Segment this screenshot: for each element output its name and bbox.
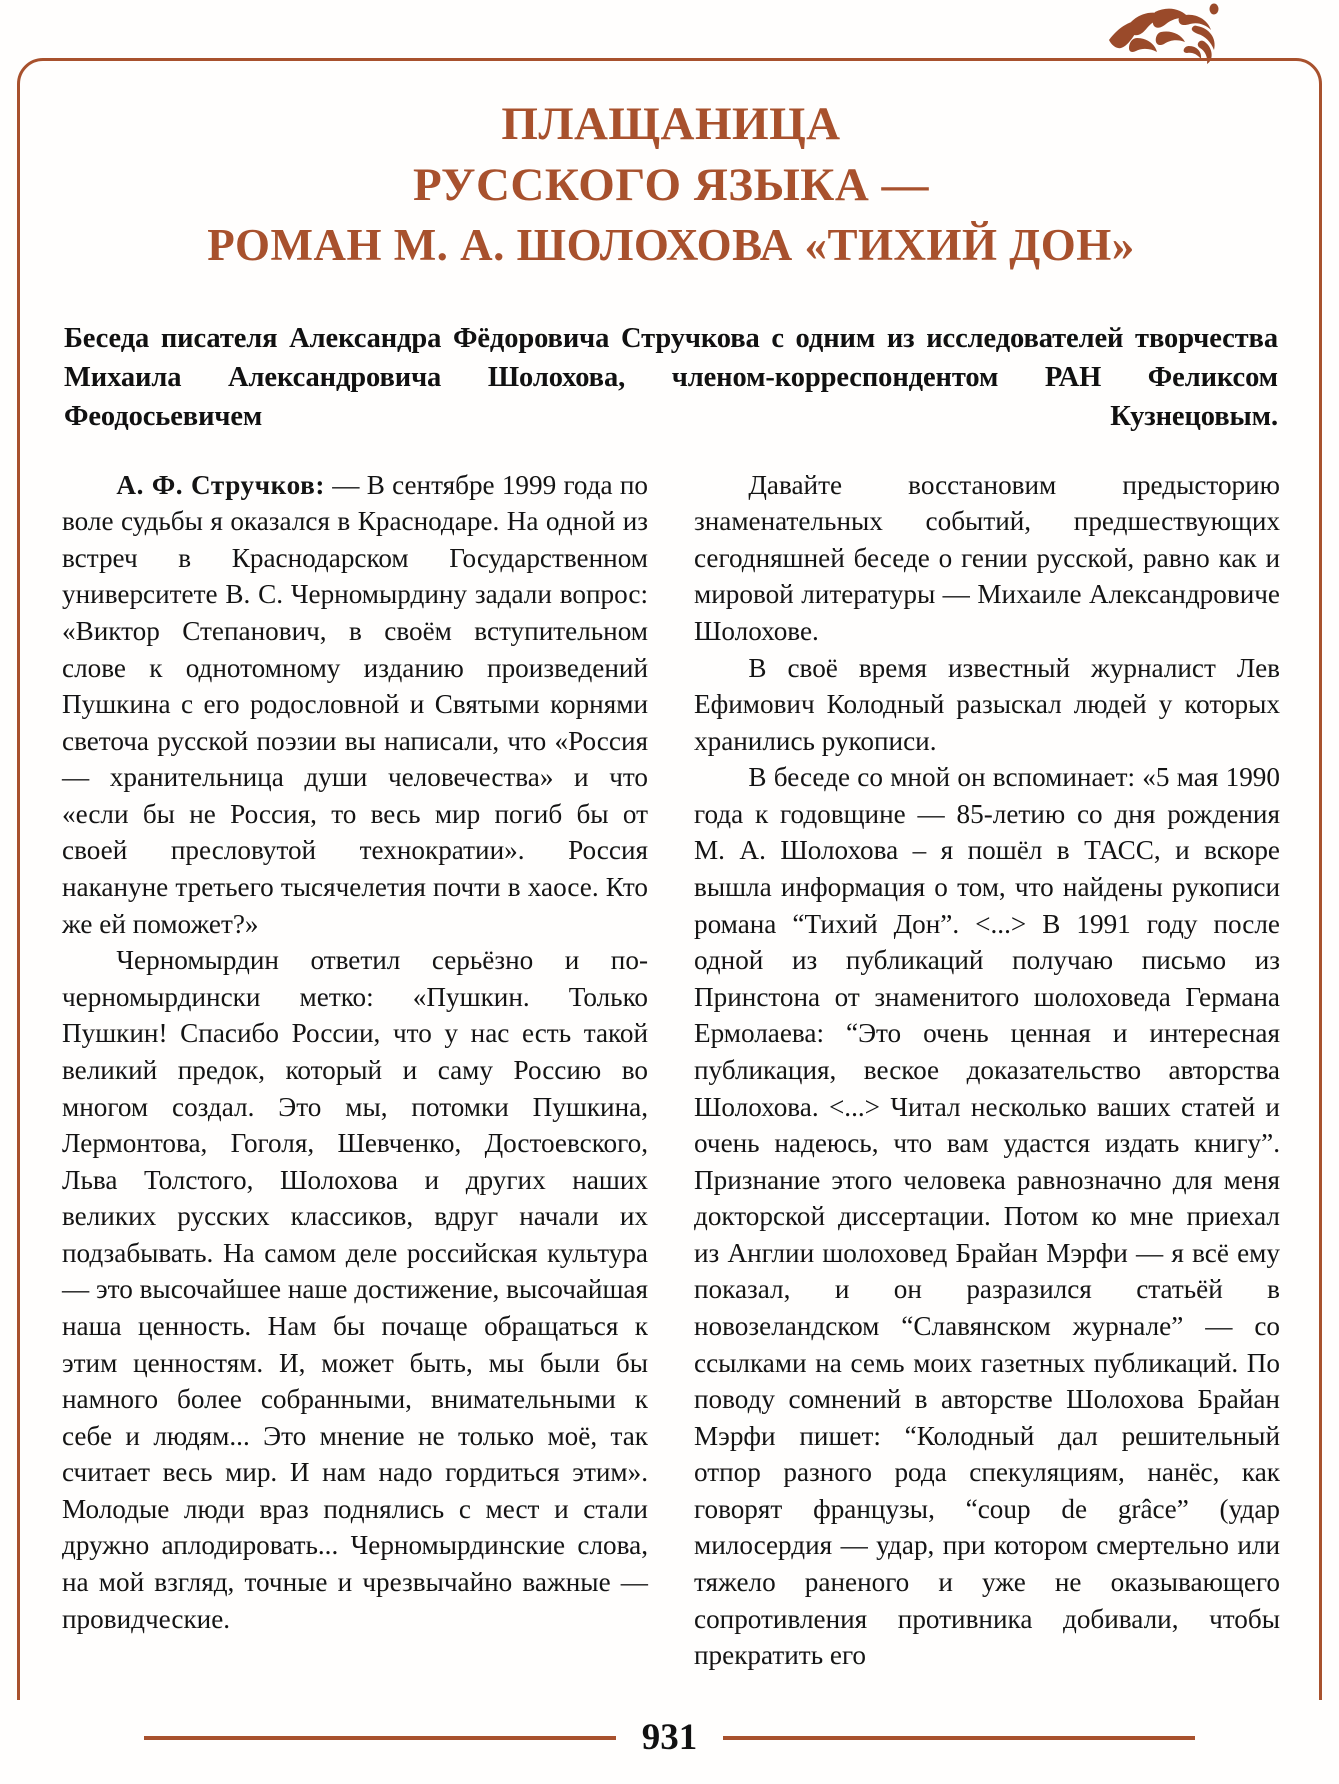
page-title-line-1: ПЛАЩАНИЦА [501, 98, 841, 150]
body-columns [62, 467, 1280, 1674]
paragraph-left-1-text: — В сентябре 1999 года по воле судьбы я оказался в Краснодаре. На одной из встреч в Краснодарском Государственном университете В. С. Черномырдину задали вопрос: «Виктор Степанович, в своём вступительном слове к однотомному изданию произведений Пушкина с его родословной и Святыми корнями светоча русской поэзии вы написали, что «Россия — хранительница души человечества» и что «если бы не Россия, то весь мир погиб бы от своей пресловутой технократии». Россия накануне третьего тысячелетия почти в хаосе. Кто же ей поможет?» [62, 469, 649, 939]
speaker-label: А. Ф. Стручков: [116, 469, 326, 500]
page-title [62, 94, 1280, 275]
page-number: 931 [641, 1717, 698, 1758]
paragraph-right-2: В своё время известный журналист Лев Ефимович Колодный разыскал людей у которых хранились рукописи. [694, 652, 1280, 756]
article-content [62, 94, 1280, 1674]
floral-corner-ornament [1101, 2, 1221, 66]
footer-rule-left [144, 1736, 616, 1740]
paragraph-right-1: Давайте восстановим предысторию знаменательных событий, предшествующих сегодняшней беседе о гении русской, равно как и мировой литературы — Михаиле Александровиче Шолохове. [694, 469, 1280, 646]
paragraph-left-2: Черномырдин ответил серьёзно и по-черномырдински метко: «Пушкин. Только Пушкин! Спасибо России, что у нас есть такой великий предок, который и саму Россию во многом создал. Это мы, потомки Пушкина, Лермонтова, Гоголя, Шевченко, Достоевского, Льва Толстого, Шолохова и других наших великих русских классиков, вдруг начали их подзабывать. На самом деле российская культура — это высочайшее наше достижение, высочайшая наша ценность. Нам бы почаще обращаться к этим ценностям. И, может быть, мы были бы намного более собранными, внимательными к себе и людям... Это мнение не только моё, так считает весь мир. И нам надо гордиться этим». Молодые люди враз поднялись с мест и стали дружно аплодировать... Черномырдинские слова, на мой взгляд, точные и чрезвычайно важные — провидческие. [62, 945, 648, 1634]
page-title-line-2: РУССКОГО ЯЗЫКА — [412, 159, 930, 212]
page-title-line-3: РОМАН М. А. ШОЛОХОВА «ТИХИЙ ДОН» [207, 220, 1135, 271]
article-standfirst: Беседа писателя Александра Фёдоровича Стручкова с одним из исследователей творчества Михаила Александровича Шолохова, членом-корреспондентом РАН Феликсом Феодосьевичем Кузнецовым. [64, 322, 1278, 433]
page-footer [0, 1719, 1339, 1756]
paragraph-right-3: В беседе со мной он вспоминает: «5 мая 1990 года к годовщине — 85-летию со дня рождения М. А. Шолохова – я пошёл в ТАСС, и вскоре вышла информация о том, что найдены рукописи романа “Тихий Дон”. <...> В 1991 году после одной из публикаций получаю письмо из Принстона от знаменитого шолоховеда Германа Ермолаева: “Это очень ценная и интересная публикация, веское доказательство авторства Шолохова. <...> Читал несколько ваших статей и очень надеюсь, что вам удастся издать книгу”. Признание этого человека равнозначно для меня докторской диссертации. Потом ко мне приехал из Англии шолоховед Брайан Мэрфи — я всё ему показал, и он разразился статьёй в новозеландском “Славянском журнале” — со ссылками на семь моих газетных публикаций. По поводу сомнений в авторстве Шолохова Брайан Мэрфи пишет: “Колодный дал решительный отпор разного рода спекуляциям, нанёс, как говорят французы, “coup de grâce” (удар милосердия — удар, при котором смертельно или тяжело раненого и уже не оказывающего сопротивления противника добивали, чтобы прекратить его [694, 762, 1280, 1671]
footer-rule-right [723, 1736, 1195, 1740]
paragraph-left-1 [62, 467, 648, 943]
right-column [694, 467, 1280, 1674]
left-column [62, 467, 648, 1674]
